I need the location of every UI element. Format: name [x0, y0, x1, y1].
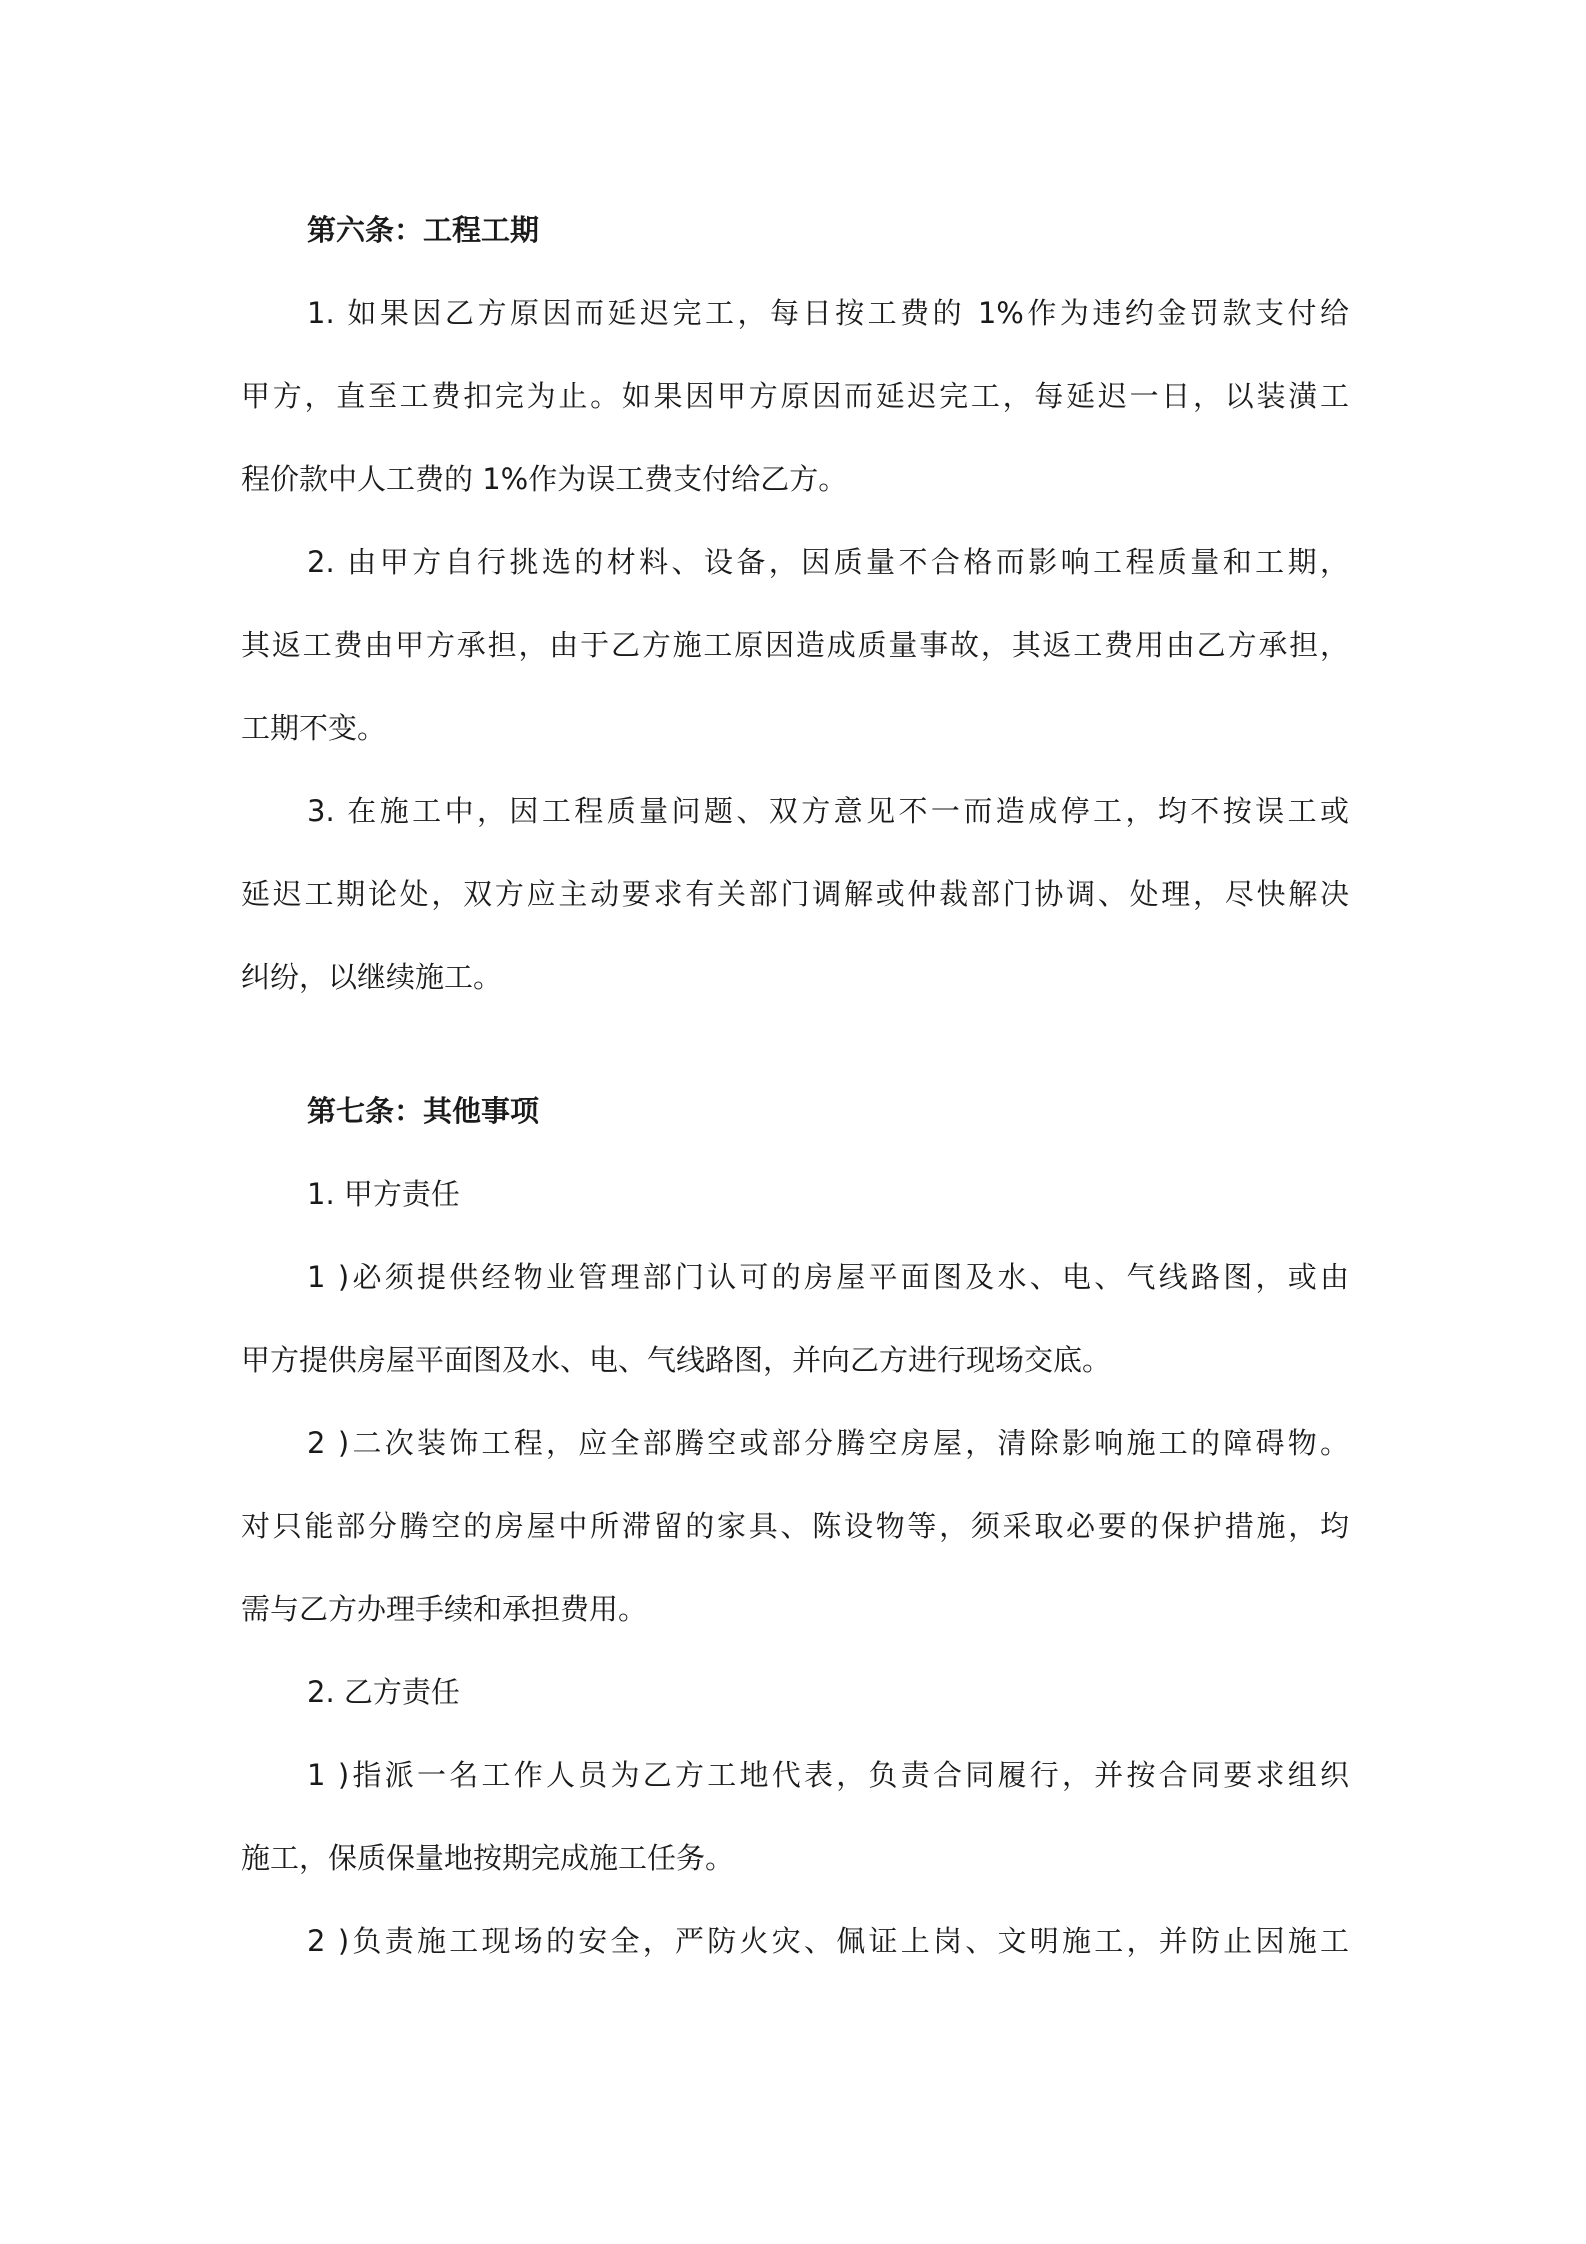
s6-p1-line1: 1. 如果因乙方原因而延迟完工，每日按工费的 1%作为违约金罚款支付给 [307, 296, 1349, 330]
party-b-title: 2. 乙方责任 [307, 1675, 460, 1709]
s6-p2-line3: 工期不变。 [241, 711, 387, 745]
a2-line1: 2 )二次装饰工程，应全部腾空或部分腾空房屋，清除影响施工的障碍物。 [307, 1426, 1349, 1460]
section-7-heading: 第七条：其他事项 [307, 1094, 540, 1128]
document-page [241, 201, 1349, 1995]
s6-p3-line3: 纠纷，以继续施工。 [241, 960, 503, 994]
section-spacer [241, 1031, 1349, 1082]
a2-line3: 需与乙方办理手续和承担费用。 [241, 1592, 648, 1626]
s6-p1-line3: 程价款中人工费的 1%作为误工费支付给乙方。 [241, 462, 848, 496]
s6-p3-line2: 延迟工期论处，双方应主动要求有关部门调解或仲裁部门协调、处理，尽快解决 [241, 877, 1349, 911]
a1-line2: 甲方提供房屋平面图及水、电、气线路图，并向乙方进行现场交底。 [241, 1343, 1112, 1377]
party-a-title: 1. 甲方责任 [307, 1177, 460, 1211]
s6-p1-line2: 甲方，直至工费扣完为止。如果因甲方原因而延迟完工，每延迟一日，以装潢工 [241, 379, 1349, 413]
b1-line2: 施工，保质保量地按期完成施工任务。 [241, 1841, 735, 1875]
a1-line1: 1 )必须提供经物业管理部门认可的房屋平面图及水、电、气线路图，或由 [307, 1260, 1349, 1294]
s6-p2-line1: 2. 由甲方自行挑选的材料、设备，因质量不合格而影响工程质量和工期， [307, 545, 1349, 579]
s6-p3-line1: 3. 在施工中，因工程质量问题、双方意见不一而造成停工，均不按误工或 [307, 794, 1349, 828]
a2-line2: 对只能部分腾空的房屋中所滞留的家具、陈设物等，须采取必要的保护措施，均 [241, 1509, 1349, 1543]
s6-p2-line2: 其返工费由甲方承担，由于乙方施工原因造成质量事故，其返工费用由乙方承担， [241, 628, 1349, 662]
b1-line1: 1 )指派一名工作人员为乙方工地代表，负责合同履行，并按合同要求组织 [307, 1758, 1349, 1792]
b2-line1: 2 )负责施工现场的安全，严防火灾、佩证上岗、文明施工，并防止因施工 [307, 1924, 1349, 1958]
section-6-heading: 第六条：工程工期 [307, 213, 540, 247]
